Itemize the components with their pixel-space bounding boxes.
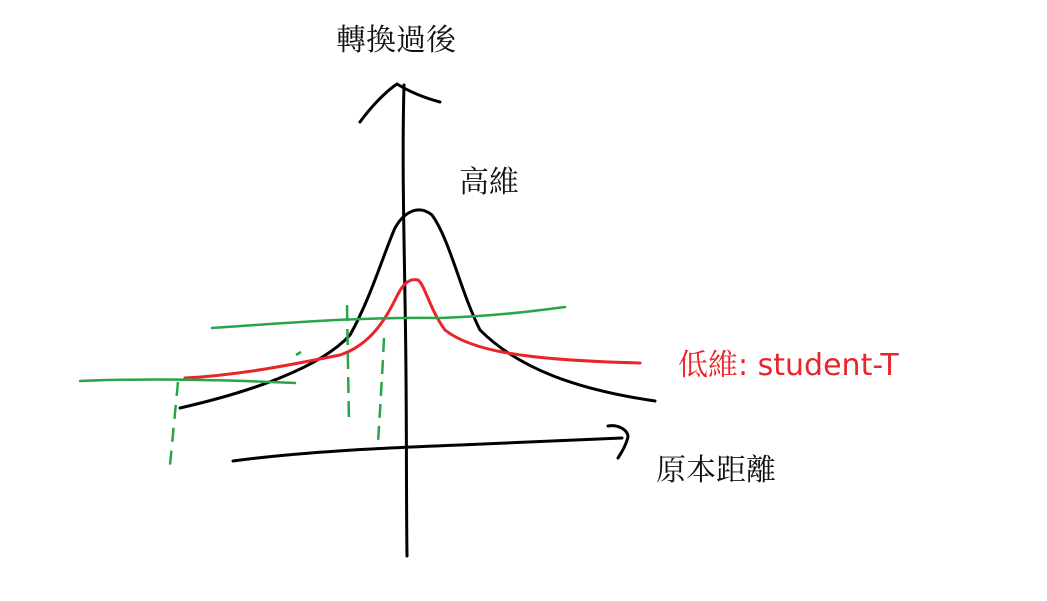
y-axis-label: 轉換過後 [336, 23, 456, 58]
guide-line-lower [80, 380, 295, 383]
high-dim-curve [180, 210, 655, 408]
guide-drop-right [378, 338, 384, 442]
y-axis-line [403, 85, 407, 556]
guide-drop-middle [347, 305, 349, 425]
low-dim-curve [185, 280, 640, 378]
guide-tick [296, 352, 301, 355]
guide-drop-left [170, 382, 178, 465]
x-axis-line [233, 438, 622, 461]
low-dim-label: 低維: student-T [678, 348, 899, 383]
y-axis-arrowhead [360, 84, 440, 122]
x-axis-label: 原本距離 [656, 453, 776, 488]
x-axis-arrowhead [608, 426, 628, 458]
high-dim-label: 高維 [459, 165, 519, 200]
